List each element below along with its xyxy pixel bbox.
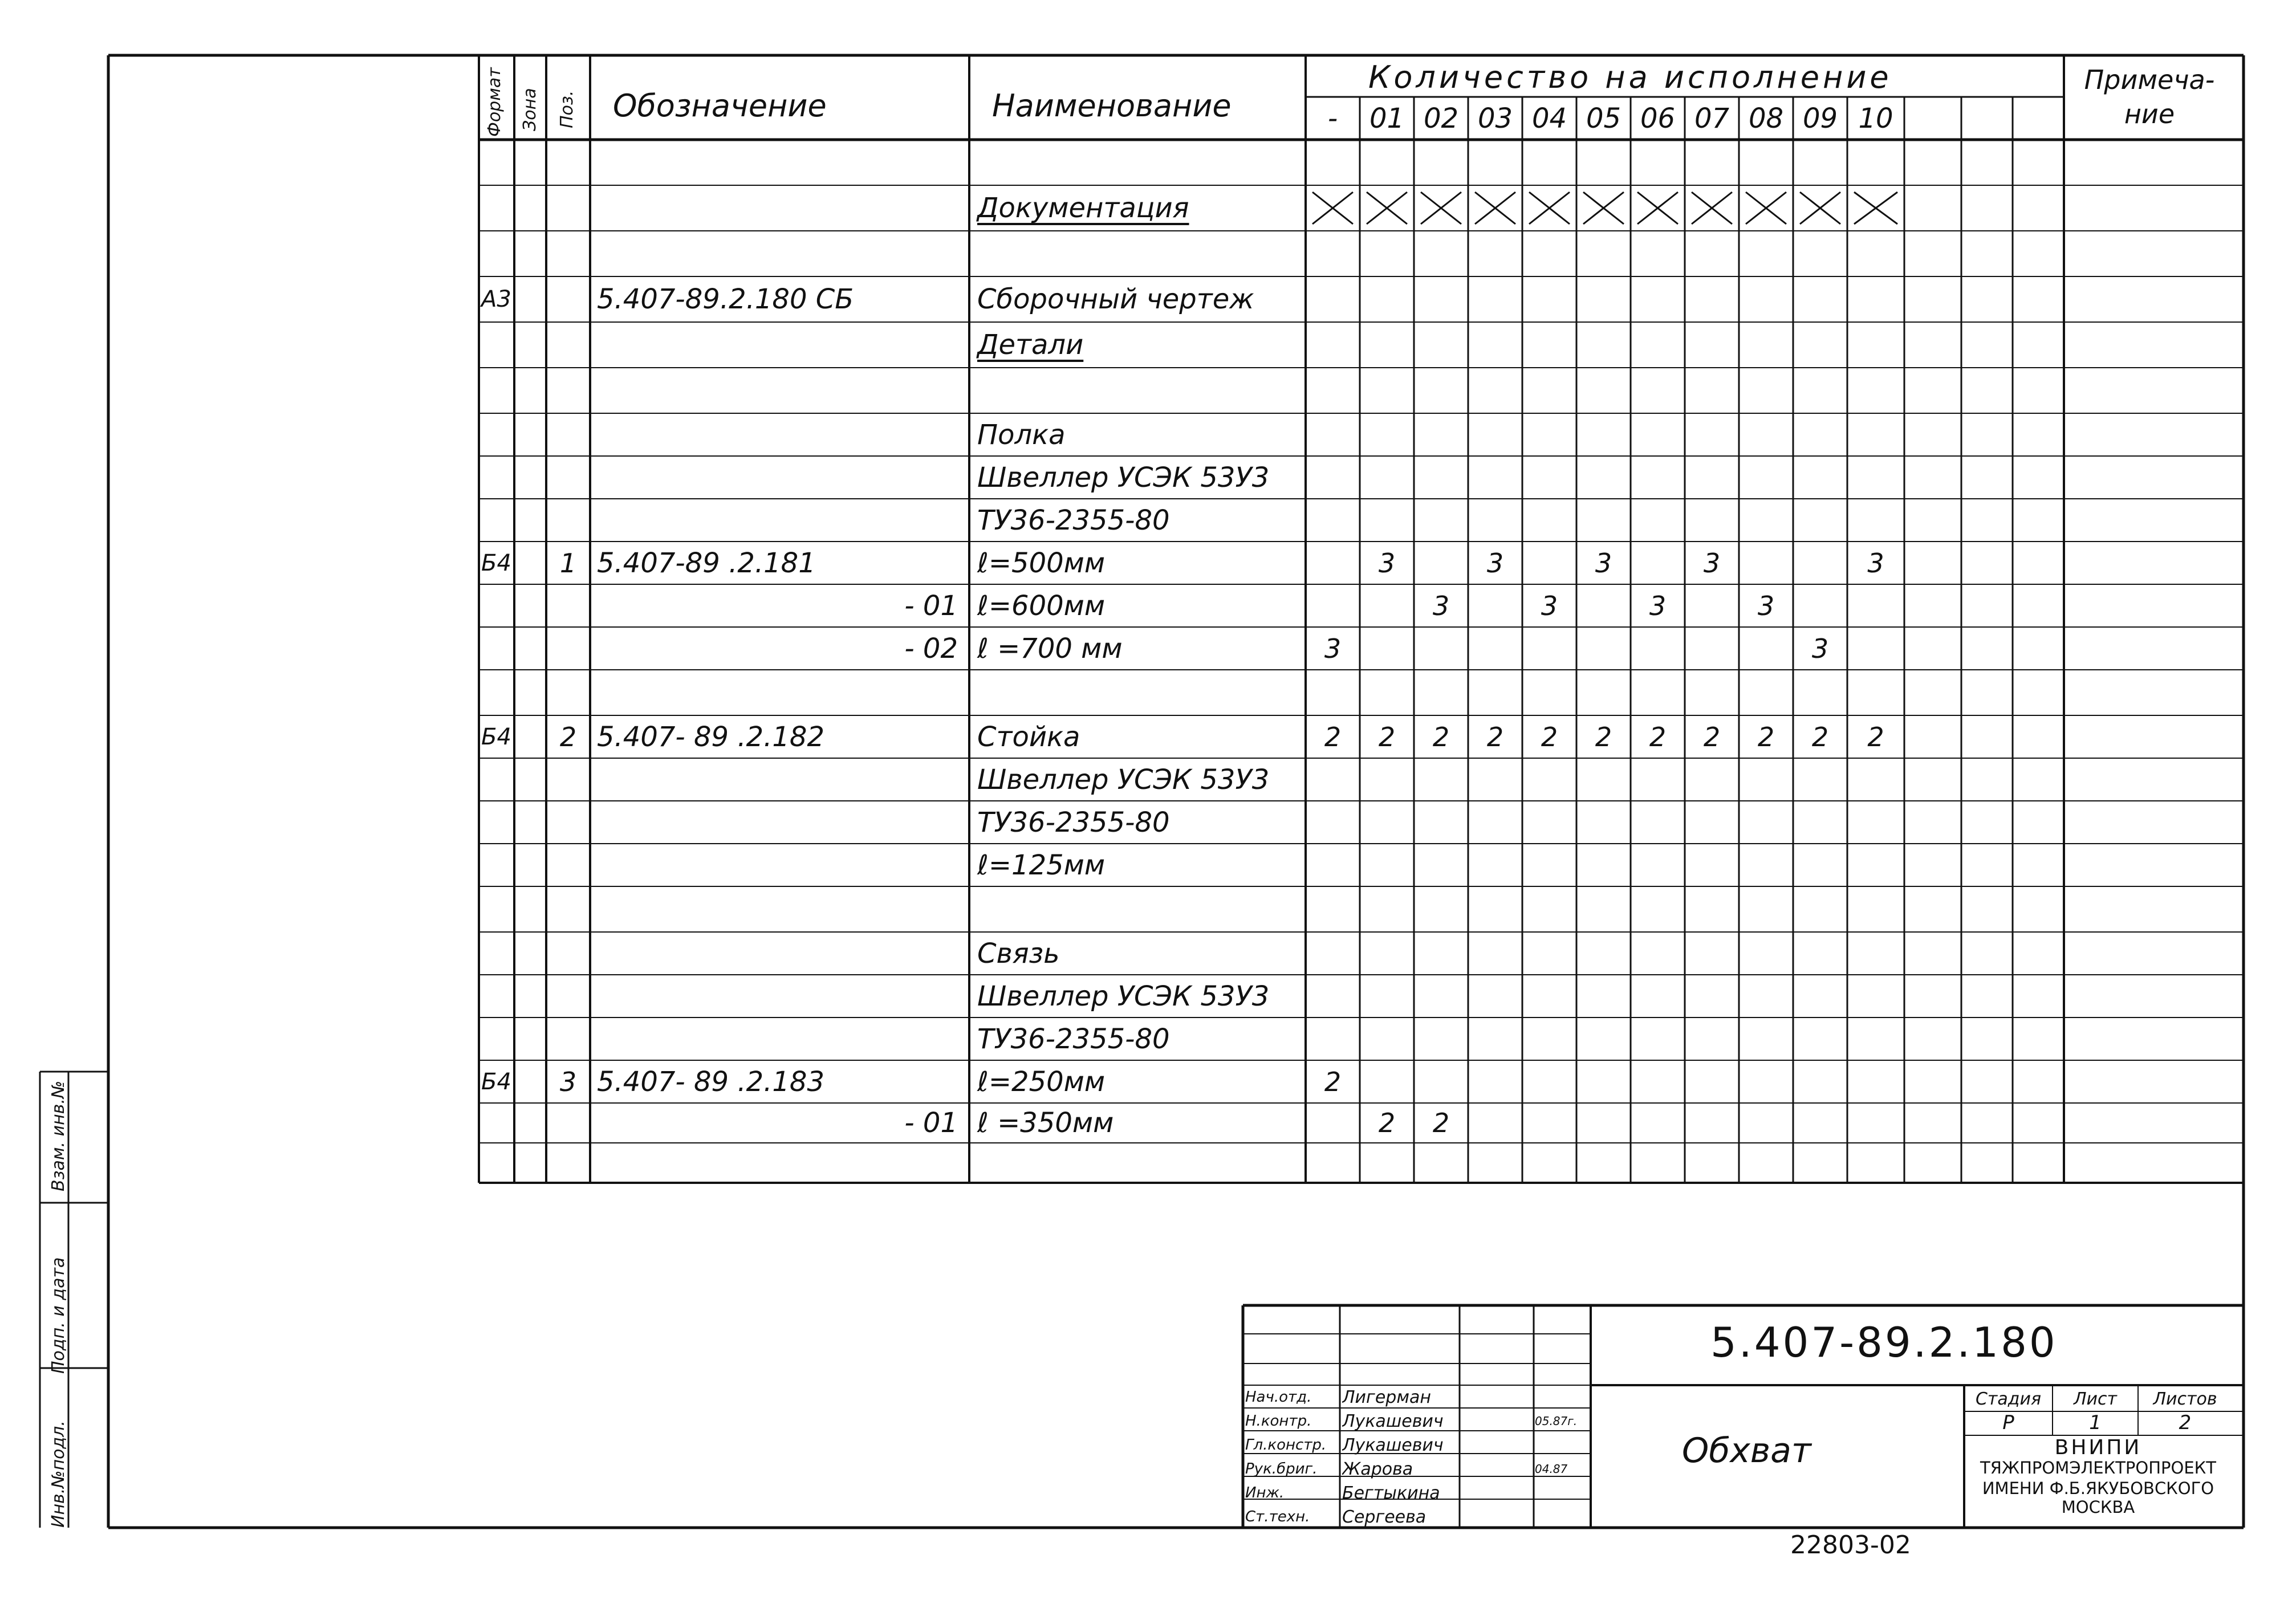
signer-role: Инж. (1245, 1484, 1285, 1501)
side-stamp-inv: Инв.№подл. (48, 1421, 68, 1528)
header-zone: Зона (520, 88, 540, 131)
row-designation: - 01 (904, 589, 958, 622)
signer-name: Бегтыкина (1342, 1483, 1440, 1503)
row-qty: 3 (1595, 547, 1612, 579)
row-qty: 2 (1378, 1108, 1396, 1138)
variant-header: 09 (1802, 103, 1838, 135)
header-designation: Обозначение (613, 87, 827, 124)
stage-label: Стадия (1975, 1389, 2042, 1409)
sheets-value: 2 (2179, 1411, 2192, 1434)
side-stamp-replace: Взам. инв.№ (48, 1080, 68, 1191)
row-qty: 3 (1757, 590, 1775, 621)
signer-name: Лигерман (1342, 1387, 1431, 1407)
row-qty: 2 (1595, 721, 1612, 752)
row-qty: 3 (1541, 590, 1558, 621)
signer-role: Н.контр. (1245, 1413, 1312, 1430)
row-qty: 3 (1867, 547, 1884, 579)
row-qty: 3 (1486, 547, 1504, 579)
variant-header: 04 (1531, 103, 1567, 135)
row-name: Полка (977, 418, 1066, 451)
row-name: ТУ36-2355-80 (977, 1023, 1170, 1055)
signer-name: Жарова (1342, 1459, 1413, 1479)
row-format: А3 (481, 286, 511, 312)
signer-date: 05.87г. (1535, 1414, 1578, 1428)
signer-role: Ст.техн. (1245, 1508, 1310, 1525)
row-qty: 3 (1649, 590, 1667, 621)
row-name: ℓ=500мм (977, 547, 1106, 579)
signer-name: Сергеева (1342, 1507, 1427, 1527)
row-name: Связь (977, 937, 1060, 970)
row-name: Швеллер УСЭК 53У3 (977, 980, 1270, 1012)
row-name: ТУ36-2355-80 (977, 806, 1170, 839)
row-name: ℓ =700 мм (977, 632, 1123, 665)
row-qty: 2 (1486, 721, 1504, 752)
row-format: Б4 (481, 550, 511, 576)
sheets-label: Листов (2153, 1389, 2217, 1409)
sheet-label: Лист (2073, 1389, 2118, 1409)
sheet-value: 1 (2089, 1411, 2102, 1434)
row-name: Сборочный чертеж (977, 283, 1254, 315)
row-name: Стойка (977, 721, 1080, 753)
row-qty: 2 (1432, 1108, 1450, 1138)
row-pos: 3 (559, 1066, 577, 1097)
org-line-1: ВНИПИ (2054, 1435, 2142, 1459)
row-name: ℓ=250мм (977, 1065, 1106, 1098)
row-format: Б4 (481, 723, 511, 750)
row-qty: 2 (1324, 721, 1342, 752)
signer-role: Нач.отд. (1245, 1389, 1312, 1406)
row-qty: 3 (1432, 590, 1450, 621)
variant-header: 07 (1694, 103, 1730, 135)
variant-header: 10 (1858, 103, 1893, 135)
row-qty: 2 (1324, 1066, 1342, 1097)
row-qty: 2 (1378, 721, 1396, 752)
row-qty: 2 (1811, 721, 1829, 752)
row-name: Швеллер УСЭК 53У3 (977, 763, 1270, 796)
doc-number: 5.407-89.2.180 (1710, 1318, 2058, 1366)
variant-header: 02 (1423, 103, 1459, 135)
row-qty: 3 (1324, 633, 1342, 664)
row-designation: - 01 (904, 1107, 958, 1139)
row-qty: 2 (1757, 721, 1775, 752)
row-format: Б4 (481, 1068, 511, 1095)
row-qty: 2 (1432, 721, 1450, 752)
signer-date: 04.87 (1535, 1462, 1568, 1476)
signer-name: Лукашевич (1342, 1435, 1444, 1455)
row-pos: 2 (559, 721, 577, 752)
row-designation: 5.407- 89 .2.183 (597, 1065, 824, 1098)
row-qty: 2 (1541, 721, 1558, 752)
row-designation: 5.407-89.2.180 СБ (597, 283, 854, 315)
row-qty: 2 (1867, 721, 1884, 752)
org-line-4: МОСКВА (2061, 1497, 2135, 1517)
row-name: Детали (977, 329, 1084, 361)
row-name: ТУ36-2355-80 (977, 504, 1170, 536)
row-name: ℓ =350мм (977, 1107, 1114, 1139)
variant-header: 01 (1369, 103, 1405, 135)
row-name: Швеллер УСЭК 53У3 (977, 461, 1270, 494)
header-name: Наименование (992, 87, 1232, 124)
row-designation: - 02 (904, 632, 958, 665)
footer-number: 22803-02 (1790, 1530, 1911, 1560)
signer-name: Лукашевич (1342, 1411, 1444, 1431)
variant-header: 08 (1748, 103, 1784, 135)
header-pos: Поз. (557, 90, 577, 128)
variant-header: 05 (1586, 103, 1621, 135)
row-name: ℓ=125мм (977, 849, 1106, 881)
signer-role: Гл.констр. (1245, 1436, 1327, 1454)
row-qty: 2 (1649, 721, 1667, 752)
row-qty: 3 (1811, 633, 1829, 664)
stage-value: Р (2002, 1411, 2014, 1434)
variant-header: 06 (1640, 103, 1676, 135)
row-pos: 1 (559, 547, 577, 579)
row-designation: 5.407- 89 .2.182 (597, 721, 824, 753)
org-line-3: ИМЕНИ Ф.Б.ЯКУБОВСКОГО (1982, 1479, 2214, 1498)
org-line-2: ТЯЖПРОМЭЛЕКТРОПРОЕКТ (1980, 1458, 2216, 1478)
row-qty: 3 (1378, 547, 1396, 579)
variant-header: - (1327, 103, 1338, 135)
variant-header: 03 (1477, 103, 1513, 135)
header-note: Примеча- ние (2084, 64, 2215, 129)
row-designation: 5.407-89 .2.181 (597, 547, 816, 579)
signer-role: Рук.бриг. (1245, 1460, 1318, 1478)
header-qty-title: Количество на исполнение (1368, 59, 1892, 95)
row-name: Документация (977, 192, 1189, 224)
side-stamp-sign: Подп. и дата (48, 1257, 68, 1374)
row-qty: 2 (1703, 721, 1721, 752)
row-name: ℓ=600мм (977, 589, 1106, 622)
doc-title: Обхват (1682, 1431, 1811, 1471)
header-format: Формат (485, 67, 505, 137)
row-qty: 3 (1703, 547, 1721, 579)
